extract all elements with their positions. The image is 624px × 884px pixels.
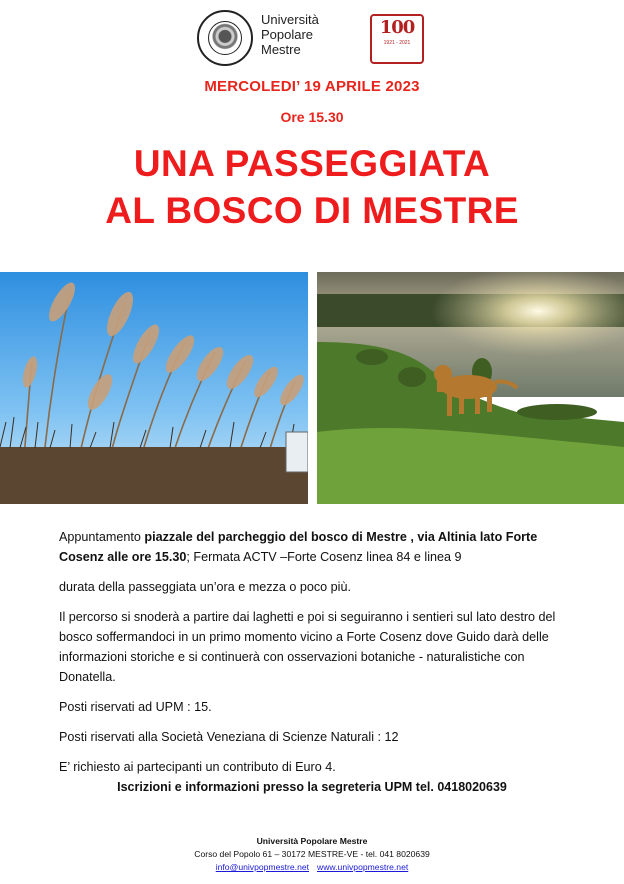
- email-link[interactable]: info@univpopmestre.net: [215, 862, 310, 872]
- university-seal-logo: [197, 10, 253, 66]
- centenary-badge-logo: 100 1921 - 2021: [370, 14, 424, 64]
- dog-lake-photo: [317, 272, 624, 504]
- reeds-photo: [0, 272, 308, 504]
- university-name: Università Popolare Mestre: [261, 12, 319, 57]
- event-date: MERCOLEDI’ 19 APRILE 2023: [204, 78, 420, 95]
- footer-org-name: Università Popolare Mestre: [256, 836, 368, 846]
- svsn-seats-paragraph: Posti riservati alla Società Veneziana di Scienze Naturali : 12: [59, 730, 399, 744]
- event-title: UNA PASSEGGIATA AL BOSCO DI MESTRE: [105, 143, 519, 231]
- upm-seats-paragraph: Posti riservati ad UPM : 15.: [59, 700, 212, 714]
- duration-paragraph: durata della passeggiata un’ora e mezza o poco più.: [59, 580, 351, 594]
- registration-info: Iscrizioni e informazioni presso la segreteria UPM tel. 0418020639: [117, 780, 507, 794]
- footer: [0, 835, 624, 874]
- footer-address: Corso del Popolo 61 – 30172 MESTRE-VE - tel. 041 8020639: [194, 849, 430, 859]
- website-link[interactable]: www.univpopmestre.net: [317, 862, 409, 872]
- footer-links: [0, 861, 624, 874]
- route-paragraph: Il percorso si snoderà a partire dai laghetti e poi si seguiranno i sentieri sul lato destro del bosco soffermandoci in un primo momento vicino a Forte Cosenz dove Guido darà delle informazioni storiche e si continuerà con osservazioni botaniche - naturalistiche con Donatella.: [59, 610, 556, 684]
- event-description: [59, 527, 579, 787]
- event-time: Ore 15.30: [280, 109, 344, 125]
- header-logos: [197, 8, 437, 70]
- meeting-point-paragraph: Appuntamento piazzale del parcheggio del bosco di Mestre , via Altinia lato Forte Cosenz alle ore 15.30; Fermata ACTV –Forte Cosenz linea 84 e linea 9: [59, 530, 538, 564]
- fee-paragraph: E’ richiesto ai partecipanti un contributo di Euro 4.: [59, 760, 336, 774]
